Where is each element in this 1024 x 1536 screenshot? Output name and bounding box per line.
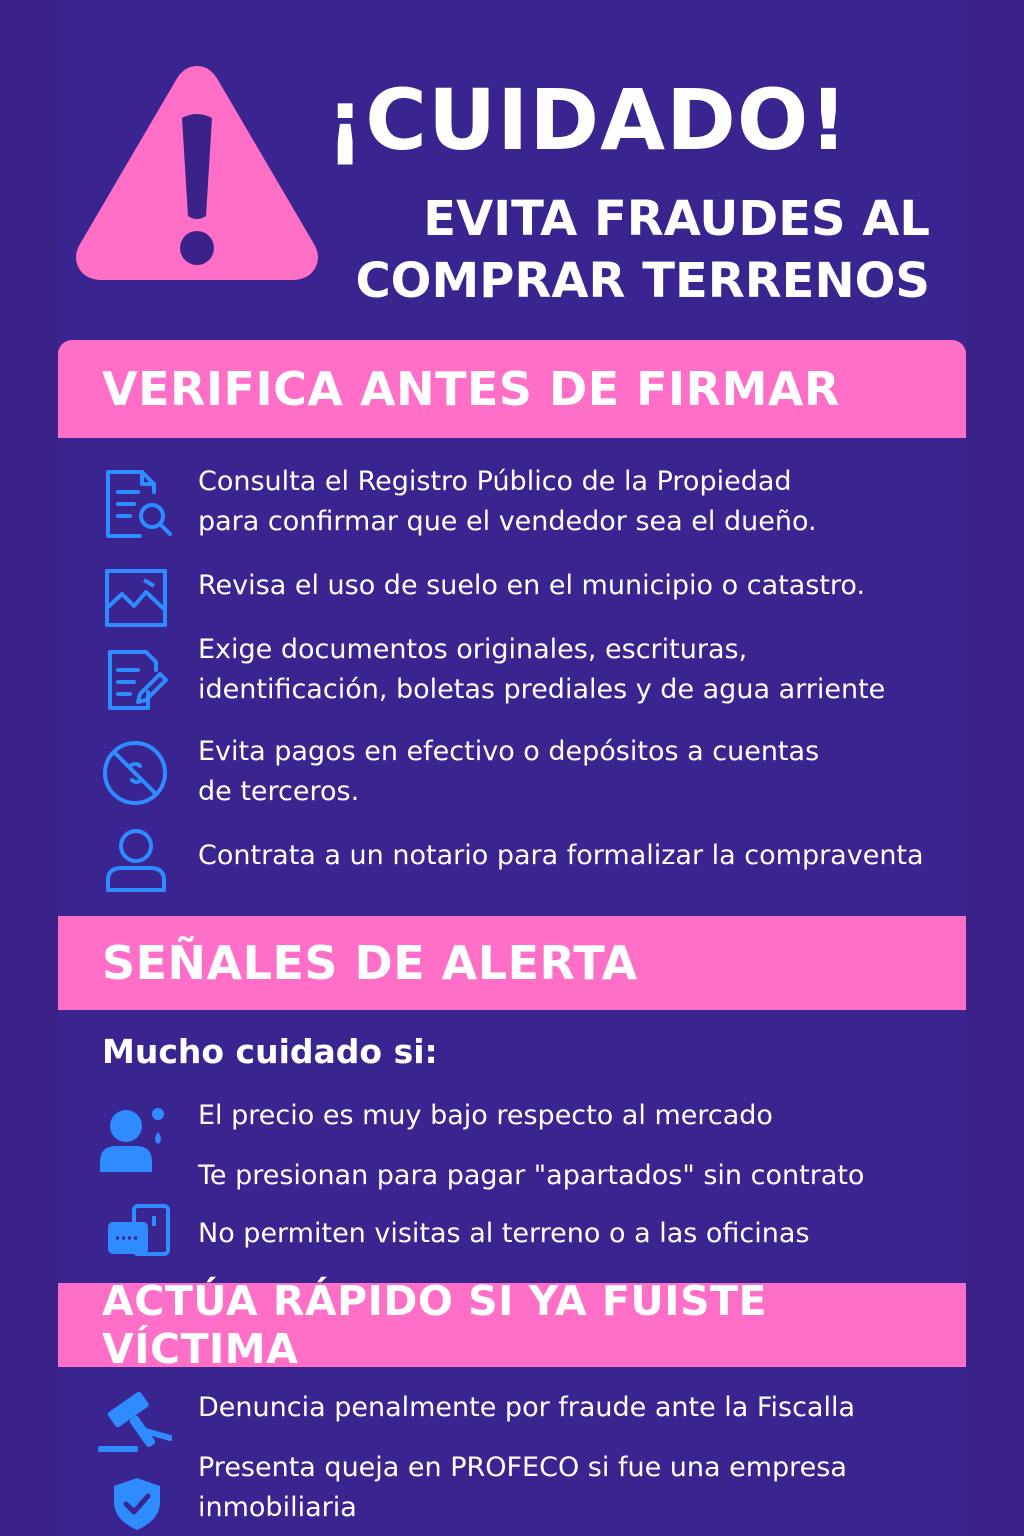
- document-edit-icon: [104, 648, 168, 712]
- verifica-item-1-line1: Consulta el Registro Público de la Propiedad: [198, 466, 792, 497]
- alertas-item-2: Te presionan para pagar "apartados" sin contrato: [198, 1160, 865, 1191]
- verifica-item-4: [198, 732, 958, 812]
- verifica-item-3-line2: identificación, boletas prediales y de agua arriente: [198, 674, 886, 705]
- user-icon: [104, 828, 168, 894]
- alertas-item-3: No permiten visitas al terreno o a las oficinas: [198, 1218, 810, 1249]
- alertas-item-1: El precio es muy bajo respecto al mercado: [198, 1100, 773, 1131]
- document-search-icon: [104, 468, 176, 540]
- page-title: ¡CUIDADO!: [326, 71, 849, 169]
- verifica-item-3: [198, 630, 958, 710]
- verifica-item-4-line2: de terceros.: [198, 776, 360, 807]
- verifica-item-2: [198, 566, 958, 606]
- verifica-banner: [58, 340, 966, 438]
- alertas-heading: SEÑALES DE ALERTA: [102, 936, 638, 990]
- victima-item-2-line1: Presenta queja en PROFECO si fue una empresa: [198, 1452, 847, 1483]
- verifica-item-1: [198, 462, 958, 542]
- subtitle-line-1: EVITA FRAUDES AL: [423, 191, 930, 247]
- victima-heading: ACTÚA RÁPIDO SI YA FUISTE VÍCTIMA: [102, 1277, 767, 1373]
- office-icon: [106, 1204, 170, 1256]
- verifica-item-4-line1: Evita pagos en efectivo o depósitos a cuentas: [198, 736, 820, 767]
- person-alert-icon: [100, 1104, 168, 1174]
- verifica-item-5-line1: Contrata a un notario para formalizar la compraventa: [198, 840, 924, 871]
- victima-item-2-line2: inmobiliaria: [198, 1492, 357, 1523]
- verifica-item-1-line2: para confirmar que el vendedor sea el dueño.: [198, 506, 817, 537]
- alertas-banner: [58, 916, 966, 1010]
- page-subtitle: [326, 188, 966, 312]
- no-cash-icon: [102, 740, 168, 806]
- gavel-icon: [96, 1390, 172, 1454]
- warning-triangle-icon: [70, 58, 324, 284]
- victima-item-1: Denuncia penalmente por fraude ante la Fiscalla: [198, 1392, 856, 1423]
- verifica-item-5: [198, 836, 958, 876]
- verifica-item-3-line1: Exige documentos originales, escrituras,: [198, 634, 748, 665]
- map-icon: [104, 568, 168, 628]
- shield-check-icon: [112, 1476, 162, 1532]
- subtitle-line-2: COMPRAR TERRENOS: [355, 253, 930, 309]
- verifica-item-2-line1: Revisa el uso de suelo en el municipio o catastro.: [198, 570, 866, 601]
- victima-banner: [58, 1277, 966, 1373]
- victima-item-2: [198, 1448, 958, 1528]
- verifica-heading: VERIFICA ANTES DE FIRMAR: [102, 362, 840, 416]
- alertas-intro: Mucho cuidado si:: [102, 1032, 438, 1071]
